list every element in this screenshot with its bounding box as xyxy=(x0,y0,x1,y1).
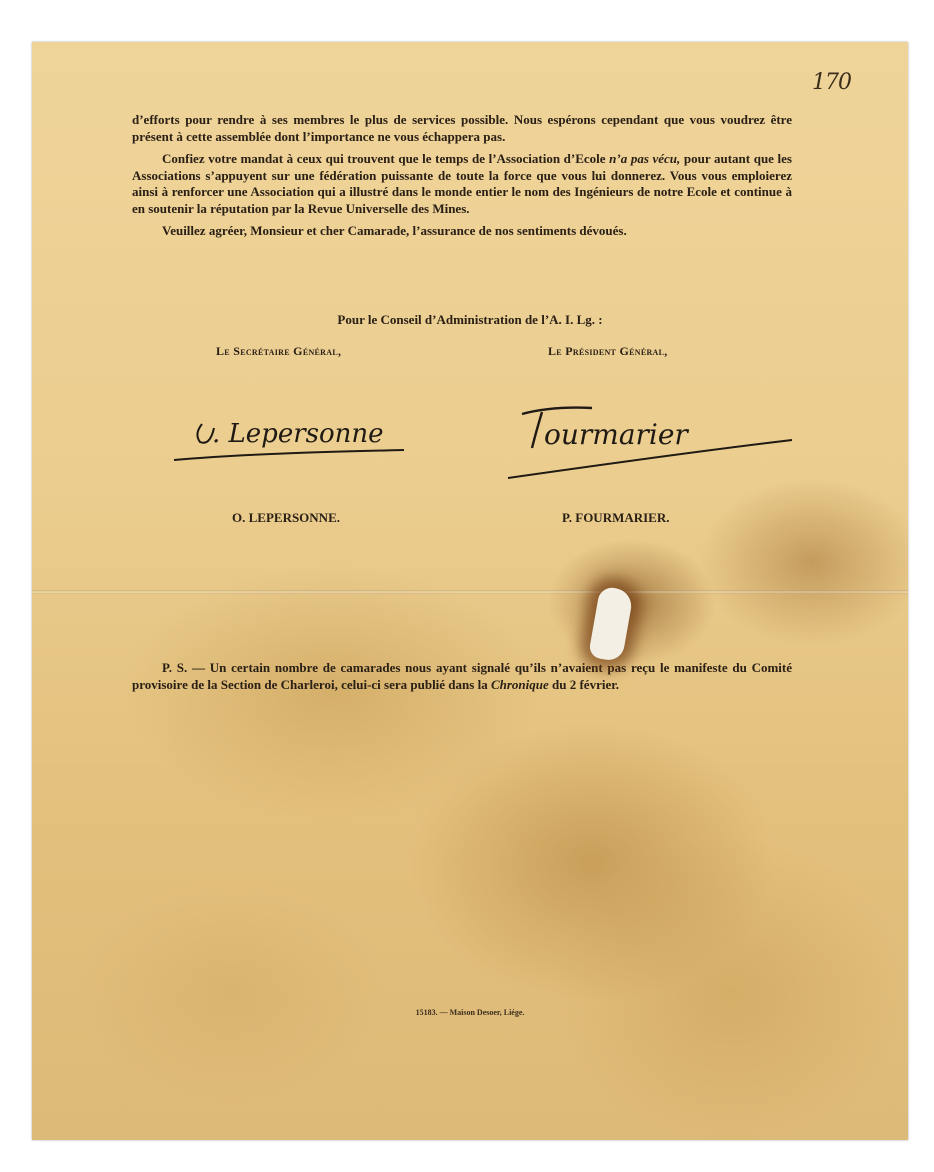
president-title: Le Président Général, xyxy=(548,344,668,358)
president-name: P. FOURMARIER. xyxy=(562,510,670,525)
printer-footer: 15183. — Maison Desoer, Liége. xyxy=(415,1008,525,1017)
document-page xyxy=(32,42,908,1140)
secretary-name: O. LEPERSONNE. xyxy=(232,510,340,525)
secretary-title: Le Secrétaire Général, xyxy=(216,344,342,358)
page-number: 170 xyxy=(812,70,851,95)
secretary-signature xyxy=(172,404,412,474)
paragraph-2: Confiez votre mandat à ceux qui trouvent que le temps de l’Association d’Ecole n’a pas vécu, pour autant que les Associations s’appuyent sur une fédération puissante de toute la force que vous lui donnerez. Vous vous emploierez ainsi à renforcer une Association qui a illustré dans le monde entier le nom des Ingénieurs de notre Ecole et continue à en soutenir la réputation par la Revue Universelle des Mines. xyxy=(132,151,792,216)
svg-text:ourmarier: ourmarier xyxy=(544,418,688,451)
fold-crease xyxy=(32,590,908,594)
letter-body xyxy=(132,112,792,246)
burn-hole xyxy=(588,586,634,663)
closing-line: Pour le Conseil d’Administration de l’A. I. Lg. : xyxy=(337,312,603,327)
president-signature xyxy=(502,400,802,490)
paragraph-3: Veuillez agréer, Monsieur et cher Camarade, l’assurance de nos sentiments dévoués. xyxy=(162,223,627,238)
postscript xyxy=(132,660,792,699)
svg-text:. Lepersonne: . Lepersonne xyxy=(212,419,384,449)
paragraph-1: d’efforts pour rendre à ses membres le plus de services possible. Nous espérons cependant que vous voudrez être présent à cette assemblée dont l’importance ne vous échappera pas. xyxy=(132,112,792,144)
postscript-text: P. S. — Un certain nombre de camarades nous ayant signalé qu’ils n’avaient pas reçu le manifeste du Comité provisoire de la Section de Charleroi, celui-ci sera publié dans la Chronique du 2 février. xyxy=(132,660,792,692)
